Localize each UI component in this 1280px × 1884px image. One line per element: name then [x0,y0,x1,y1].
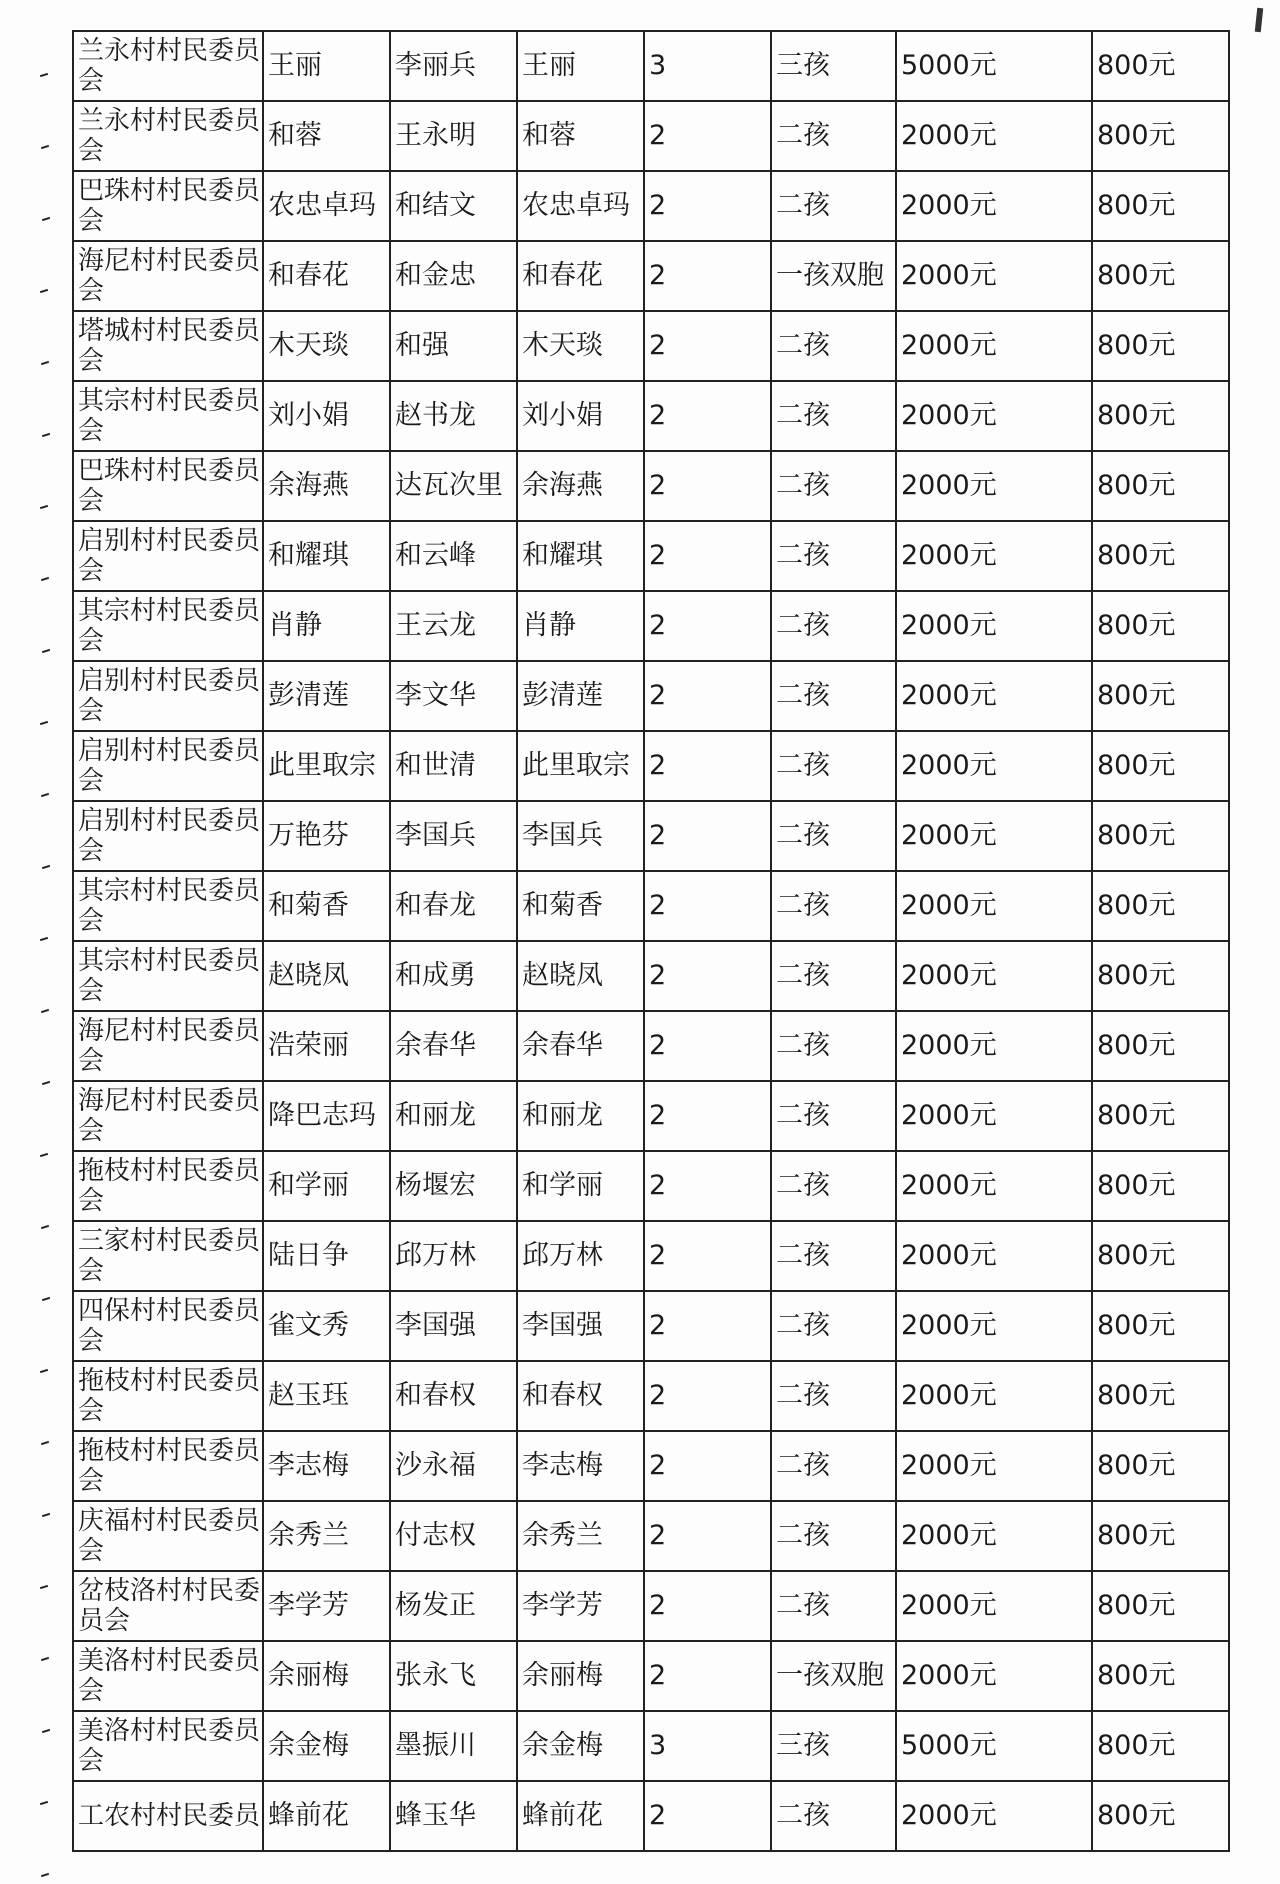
child-type-cell: 二孩 [771,801,896,871]
margin-tick-mark [40,505,48,509]
applicant-name-cell: 木天琰 [263,311,390,381]
spouse-name-cell: 和金忠 [390,241,517,311]
applicant-name-cell: 和春花 [263,241,390,311]
applicant-name-cell: 李志梅 [263,1431,390,1501]
margin-tick-mark [41,1441,49,1445]
committee-cell: 巴珠村村民委员会 [73,451,263,521]
applicant-name-cell: 余丽梅 [263,1641,390,1711]
table-row [73,1501,1229,1571]
spouse-name-cell: 达瓦次里 [390,451,517,521]
subsidy-cell: 800元 [1092,1781,1229,1851]
table-row [73,311,1229,381]
recipient-name-cell: 和菊香 [517,871,644,941]
recipient-name-cell: 余丽梅 [517,1641,644,1711]
recipient-name-cell: 邱万林 [517,1221,644,1291]
spouse-name-cell: 和成勇 [390,941,517,1011]
child-count-cell: 3 [644,1711,771,1781]
applicant-name-cell: 和学丽 [263,1151,390,1221]
child-count-cell: 2 [644,1431,771,1501]
amount-cell: 2000元 [896,1221,1092,1291]
table-row [73,1571,1229,1641]
margin-tick-mark [41,1225,49,1229]
child-count-cell: 2 [644,941,771,1011]
recipient-name-cell: 蜂前花 [517,1781,644,1851]
spouse-name-cell: 余春华 [390,1011,517,1081]
subsidy-cell: 800元 [1092,871,1229,941]
child-type-cell: 二孩 [771,381,896,451]
child-type-cell: 二孩 [771,731,896,801]
subsidy-cell: 800元 [1092,941,1229,1011]
subsidy-cell: 800元 [1092,171,1229,241]
table-row [73,1641,1229,1711]
amount-cell: 2000元 [896,1781,1092,1851]
margin-tick-mark [42,1513,50,1517]
applicant-name-cell: 王丽 [263,31,390,101]
amount-cell: 2000元 [896,451,1092,521]
child-count-cell: 2 [644,1081,771,1151]
applicant-name-cell: 蜂前花 [263,1781,390,1851]
subsidy-cell: 800元 [1092,1221,1229,1291]
recipient-name-cell: 和丽龙 [517,1081,644,1151]
table-row [73,731,1229,801]
spouse-name-cell: 李文华 [390,661,517,731]
child-count-cell: 2 [644,1151,771,1221]
amount-cell: 2000元 [896,941,1092,1011]
margin-tick-mark [42,649,50,653]
amount-cell: 2000元 [896,591,1092,661]
recipient-name-cell: 和春花 [517,241,644,311]
child-type-cell: 二孩 [771,1501,896,1571]
spouse-name-cell: 杨发正 [390,1571,517,1641]
subsidy-cell: 800元 [1092,1011,1229,1081]
recipient-name-cell: 王丽 [517,31,644,101]
child-count-cell: 2 [644,241,771,311]
spouse-name-cell: 和春权 [390,1361,517,1431]
recipient-name-cell: 和耀琪 [517,521,644,591]
recipient-name-cell: 李国兵 [517,801,644,871]
table-row [73,1011,1229,1081]
spouse-name-cell: 和世清 [390,731,517,801]
table-row [73,1221,1229,1291]
recipient-name-cell: 李学芳 [517,1571,644,1641]
margin-tick-mark [42,1297,50,1301]
child-count-cell: 2 [644,451,771,521]
margin-tick-mark [40,1153,48,1157]
amount-cell: 5000元 [896,31,1092,101]
amount-cell: 2000元 [896,521,1092,591]
applicant-name-cell: 浩荣丽 [263,1011,390,1081]
child-type-cell: 二孩 [771,1011,896,1081]
child-type-cell: 二孩 [771,1081,896,1151]
applicant-name-cell: 李学芳 [263,1571,390,1641]
committee-cell: 其宗村村民委员会 [73,381,263,451]
recipient-name-cell: 农忠卓玛 [517,171,644,241]
recipient-name-cell: 余海燕 [517,451,644,521]
spouse-name-cell: 墨振川 [390,1711,517,1781]
recipient-name-cell: 赵晓凤 [517,941,644,1011]
spouse-name-cell: 张永飞 [390,1641,517,1711]
child-type-cell: 二孩 [771,1221,896,1291]
child-type-cell: 二孩 [771,451,896,521]
recipient-name-cell: 和蓉 [517,101,644,171]
subsidy-cell: 800元 [1092,311,1229,381]
subsidy-cell: 800元 [1092,1081,1229,1151]
committee-cell: 其宗村村民委员会 [73,591,263,661]
child-count-cell: 2 [644,311,771,381]
committee-cell: 四保村村民委员会 [73,1291,263,1361]
table-row [73,521,1229,591]
committee-cell: 启别村村民委员会 [73,801,263,871]
amount-cell: 2000元 [896,101,1092,171]
applicant-name-cell: 和蓉 [263,101,390,171]
spouse-name-cell: 付志权 [390,1501,517,1571]
committee-cell: 塔城村村民委员会 [73,311,263,381]
committee-cell: 三家村村民委员会 [73,1221,263,1291]
margin-tick-mark [40,721,48,725]
table-row [73,941,1229,1011]
child-type-cell: 二孩 [771,311,896,381]
recipient-name-cell: 肖静 [517,591,644,661]
amount-cell: 5000元 [896,1711,1092,1781]
applicant-name-cell: 余海燕 [263,451,390,521]
table-row [73,801,1229,871]
subsidy-cell: 800元 [1092,381,1229,451]
subsidy-cell: 800元 [1092,731,1229,801]
recipient-name-cell: 余秀兰 [517,1501,644,1571]
committee-cell: 工农村村民委员 [73,1781,263,1851]
recipient-name-cell: 刘小娟 [517,381,644,451]
amount-cell: 2000元 [896,1501,1092,1571]
applicant-name-cell: 余金梅 [263,1711,390,1781]
applicant-name-cell: 和耀琪 [263,521,390,591]
committee-cell: 兰永村村民委员会 [73,31,263,101]
child-count-cell: 2 [644,1221,771,1291]
child-count-cell: 3 [644,31,771,101]
spouse-name-cell: 和丽龙 [390,1081,517,1151]
recipient-name-cell: 李志梅 [517,1431,644,1501]
child-count-cell: 2 [644,1361,771,1431]
margin-tick-mark [42,865,50,869]
amount-cell: 2000元 [896,731,1092,801]
recipient-name-cell: 余金梅 [517,1711,644,1781]
child-count-cell: 2 [644,521,771,591]
spouse-name-cell: 赵书龙 [390,381,517,451]
recipient-name-cell: 此里取宗 [517,731,644,801]
committee-cell: 其宗村村民委员会 [73,941,263,1011]
applicant-name-cell: 彭清莲 [263,661,390,731]
spouse-name-cell: 李国兵 [390,801,517,871]
applicant-name-cell: 降巴志玛 [263,1081,390,1151]
recipient-name-cell: 和学丽 [517,1151,644,1221]
applicant-name-cell: 肖静 [263,591,390,661]
margin-tick-mark [40,73,48,77]
subsidy-cell: 800元 [1092,591,1229,661]
committee-cell: 启别村村民委员会 [73,661,263,731]
child-count-cell: 2 [644,101,771,171]
amount-cell: 2000元 [896,871,1092,941]
recipient-name-cell: 和春权 [517,1361,644,1431]
committee-cell: 兰永村村民委员会 [73,101,263,171]
subsidy-table [72,30,1230,1852]
table-row [73,1151,1229,1221]
spouse-name-cell: 和云峰 [390,521,517,591]
subsidy-cell: 800元 [1092,1361,1229,1431]
child-type-cell: 二孩 [771,1151,896,1221]
table-row [73,1081,1229,1151]
amount-cell: 2000元 [896,1431,1092,1501]
applicant-name-cell: 陆日争 [263,1221,390,1291]
child-count-cell: 2 [644,381,771,451]
child-type-cell: 二孩 [771,521,896,591]
child-count-cell: 2 [644,1501,771,1571]
subsidy-cell: 800元 [1092,1431,1229,1501]
recipient-name-cell: 彭清莲 [517,661,644,731]
subsidy-cell: 800元 [1092,1501,1229,1571]
child-type-cell: 一孩双胞 [771,1641,896,1711]
subsidy-cell: 800元 [1092,1711,1229,1781]
child-type-cell: 二孩 [771,871,896,941]
margin-ticks [40,30,60,1880]
applicant-name-cell: 和菊香 [263,871,390,941]
committee-cell: 美洛村村民委员会 [73,1641,263,1711]
recipient-name-cell: 李国强 [517,1291,644,1361]
subsidy-cell: 800元 [1092,521,1229,591]
table-row [73,241,1229,311]
margin-tick-mark [40,1801,48,1805]
child-type-cell: 二孩 [771,1431,896,1501]
amount-cell: 2000元 [896,1361,1092,1431]
amount-cell: 2000元 [896,661,1092,731]
child-count-cell: 2 [644,801,771,871]
committee-cell: 岔枝洛村村民委员会 [73,1571,263,1641]
child-type-cell: 二孩 [771,591,896,661]
amount-cell: 2000元 [896,171,1092,241]
margin-tick-mark [42,1729,50,1733]
table-row [73,591,1229,661]
amount-cell: 2000元 [896,801,1092,871]
table-body [73,31,1229,1851]
spouse-name-cell: 李国强 [390,1291,517,1361]
amount-cell: 2000元 [896,381,1092,451]
table-row [73,1431,1229,1501]
applicant-name-cell: 赵晓凤 [263,941,390,1011]
table-row [73,451,1229,521]
child-count-cell: 2 [644,1641,771,1711]
subsidy-cell: 800元 [1092,451,1229,521]
child-count-cell: 2 [644,171,771,241]
child-count-cell: 2 [644,731,771,801]
table-row [73,31,1229,101]
table-row [73,171,1229,241]
child-type-cell: 二孩 [771,171,896,241]
table-row [73,101,1229,171]
amount-cell: 2000元 [896,1291,1092,1361]
committee-cell: 庆福村村民委员会 [73,1501,263,1571]
subsidy-cell: 800元 [1092,1571,1229,1641]
applicant-name-cell: 赵玉珏 [263,1361,390,1431]
committee-cell: 海尼村村民委员会 [73,1081,263,1151]
child-count-cell: 2 [644,661,771,731]
committee-cell: 拖枝村村民委员会 [73,1361,263,1431]
committee-cell: 美洛村村民委员会 [73,1711,263,1781]
subsidy-cell: 800元 [1092,1151,1229,1221]
margin-tick-mark [41,793,49,797]
margin-tick-mark [40,1585,48,1589]
recipient-name-cell: 木天琰 [517,311,644,381]
child-count-cell: 2 [644,591,771,661]
applicant-name-cell: 刘小娟 [263,381,390,451]
applicant-name-cell: 雀文秀 [263,1291,390,1361]
child-type-cell: 二孩 [771,1781,896,1851]
amount-cell: 2000元 [896,1571,1092,1641]
child-type-cell: 二孩 [771,101,896,171]
table-row [73,381,1229,451]
margin-tick-mark [41,1009,49,1013]
child-type-cell: 三孩 [771,31,896,101]
amount-cell: 2000元 [896,1081,1092,1151]
spouse-name-cell: 和结文 [390,171,517,241]
committee-cell: 启别村村民委员会 [73,521,263,591]
subsidy-cell: 800元 [1092,661,1229,731]
subsidy-cell: 800元 [1092,241,1229,311]
child-count-cell: 2 [644,1571,771,1641]
child-type-cell: 二孩 [771,941,896,1011]
child-type-cell: 一孩双胞 [771,241,896,311]
margin-tick-mark [41,361,49,365]
amount-cell: 2000元 [896,1151,1092,1221]
committee-cell: 海尼村村民委员会 [73,241,263,311]
child-count-cell: 2 [644,1781,771,1851]
margin-tick-mark [40,1369,48,1373]
table-row [73,1291,1229,1361]
margin-tick-mark [41,577,49,581]
child-count-cell: 2 [644,1011,771,1081]
spouse-name-cell: 杨堰宏 [390,1151,517,1221]
table-row [73,1361,1229,1431]
subsidy-cell: 800元 [1092,101,1229,171]
committee-cell: 其宗村村民委员会 [73,871,263,941]
child-type-cell: 二孩 [771,661,896,731]
margin-tick-mark [42,433,50,437]
committee-cell: 拖枝村村民委员会 [73,1431,263,1501]
applicant-name-cell: 农忠卓玛 [263,171,390,241]
subsidy-cell: 800元 [1092,1291,1229,1361]
margin-tick-mark [42,1081,50,1085]
amount-cell: 2000元 [896,1641,1092,1711]
child-type-cell: 二孩 [771,1291,896,1361]
spouse-name-cell: 王永明 [390,101,517,171]
spouse-name-cell: 王云龙 [390,591,517,661]
committee-cell: 启别村村民委员会 [73,731,263,801]
corner-mark [1255,8,1263,32]
spouse-name-cell: 李丽兵 [390,31,517,101]
committee-cell: 海尼村村民委员会 [73,1011,263,1081]
spouse-name-cell: 和春龙 [390,871,517,941]
subsidy-cell: 800元 [1092,1641,1229,1711]
child-type-cell: 三孩 [771,1711,896,1781]
margin-tick-mark [41,145,49,149]
child-count-cell: 2 [644,871,771,941]
spouse-name-cell: 和强 [390,311,517,381]
applicant-name-cell: 余秀兰 [263,1501,390,1571]
child-type-cell: 二孩 [771,1571,896,1641]
amount-cell: 2000元 [896,1011,1092,1081]
margin-tick-mark [42,217,50,221]
applicant-name-cell: 此里取宗 [263,731,390,801]
amount-cell: 2000元 [896,241,1092,311]
applicant-name-cell: 万艳芬 [263,801,390,871]
table-row [73,1781,1229,1851]
margin-tick-mark [40,937,48,941]
child-type-cell: 二孩 [771,1361,896,1431]
subsidy-cell: 800元 [1092,801,1229,871]
margin-tick-mark [40,289,48,293]
amount-cell: 2000元 [896,311,1092,381]
committee-cell: 拖枝村村民委员会 [73,1151,263,1221]
subsidy-cell: 800元 [1092,31,1229,101]
committee-cell: 巴珠村村民委员会 [73,171,263,241]
margin-tick-mark [41,1873,49,1877]
child-count-cell: 2 [644,1291,771,1361]
table-row [73,1711,1229,1781]
table-row [73,871,1229,941]
recipient-name-cell: 余春华 [517,1011,644,1081]
table-row [73,661,1229,731]
spouse-name-cell: 沙永福 [390,1431,517,1501]
margin-tick-mark [41,1657,49,1661]
spouse-name-cell: 邱万林 [390,1221,517,1291]
spouse-name-cell: 蜂玉华 [390,1781,517,1851]
